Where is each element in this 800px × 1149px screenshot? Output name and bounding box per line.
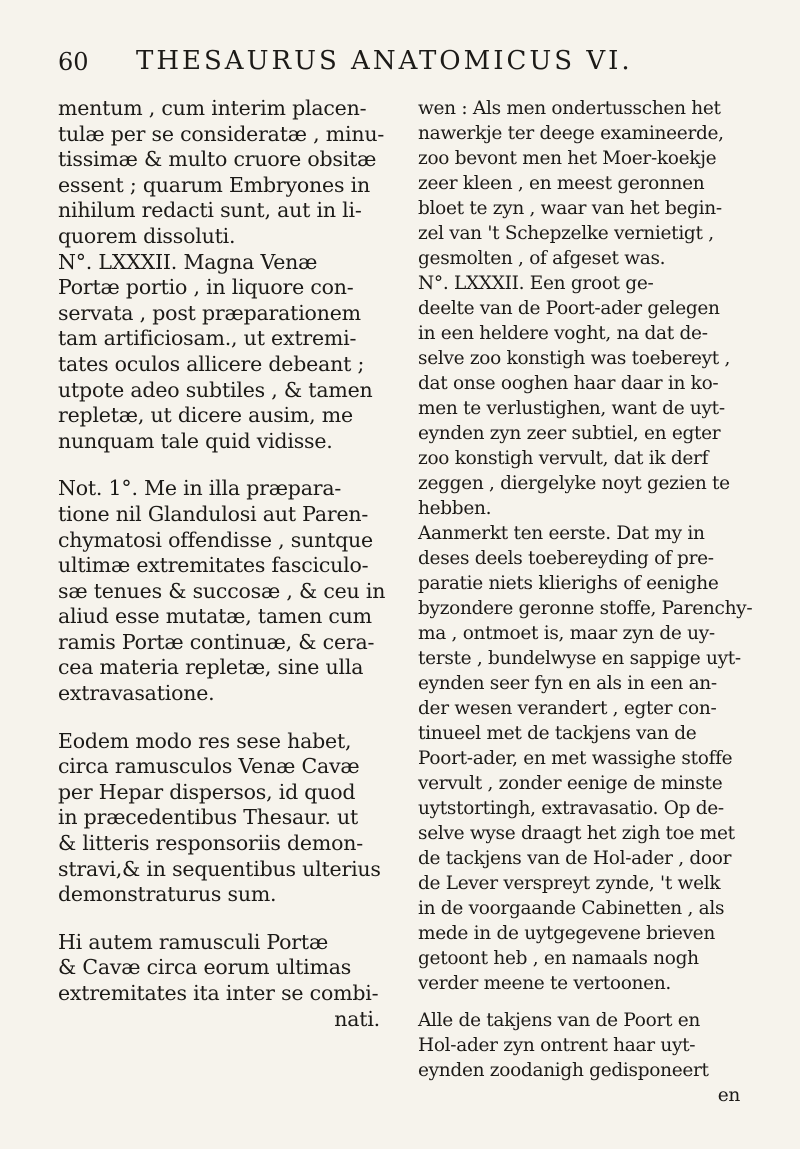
text-line: ramis Portæ continuæ, & cera- <box>58 629 375 654</box>
text-line: in een heldere voght, na dat de- <box>418 323 708 344</box>
text-line: hebben. <box>418 498 492 519</box>
text-line: paratie niets klierighs of eenighe <box>418 573 719 594</box>
page-number: 60 <box>58 48 89 76</box>
text-line: stravi,& in sequentibus ulterius <box>58 856 381 881</box>
text-line: terste , bundelwyse en sappige uyt- <box>418 648 741 669</box>
text-line: nawerkje ter deege examineerde, <box>418 123 724 144</box>
text-line: extremitates ita inter se combi- <box>58 981 379 1005</box>
text-line: deelte van de Poort-ader gelegen <box>418 298 720 319</box>
paragraph-gap <box>418 996 748 1008</box>
paragraph-gap <box>58 707 388 729</box>
page-header <box>58 44 758 84</box>
text-line: dat onse ooghen haar daar in ko- <box>418 373 719 394</box>
text-line: N°. LXXXII. Een groot ge- <box>418 273 654 294</box>
text-line: circa ramusculos Venæ Cavæ <box>58 754 360 779</box>
latin-paragraph <box>58 476 388 706</box>
text-line: tissimæ & multo cruore obsitæ <box>58 147 377 172</box>
text-line: sæ tenues & succosæ , & ceu in <box>58 578 386 603</box>
text-line: tione nil Glandulosi aut Paren- <box>58 501 369 526</box>
text-line: deses deels toebereyding of pre- <box>418 548 714 569</box>
text-line: in præcedentibus Thesaur. ut <box>58 805 359 830</box>
dutch-paragraph <box>418 1008 748 1108</box>
text-line: verder meene te vertoonen. <box>418 973 672 994</box>
text-line: ma , ontmoet is, maar zyn de uy- <box>418 623 715 644</box>
latin-paragraph <box>58 729 388 908</box>
text-line: extravasatione. <box>58 681 215 706</box>
text-line: selve wyse draagt het zigh toe met <box>418 823 735 844</box>
running-title: THESAURUS ANATOMICUS VI. <box>136 46 633 76</box>
text-line: quorem dissoluti. <box>58 223 236 248</box>
text-line: nunquam tale quid vidisse. <box>58 428 333 453</box>
dutch-paragraph <box>418 521 753 996</box>
text-line: demonstraturus sum. <box>58 882 277 907</box>
paragraph-gap <box>58 454 388 476</box>
text-line: ultimæ extremitates fasciculo- <box>58 553 369 578</box>
catchword: nati. <box>334 1006 380 1031</box>
text-line: eynden zyn zeer subtiel, en egter <box>418 423 721 444</box>
text-line: de Lever verspreyt zynde, 't welk <box>418 873 721 894</box>
latin-paragraph <box>58 96 388 454</box>
text-line: wen : Als men ondertusschen het <box>418 98 721 119</box>
text-line: mentum , cum interim placen- <box>58 96 367 120</box>
text-line: in de voorgaande Cabinetten , als <box>418 898 725 919</box>
text-line: Eodem modo res sese habet, <box>58 728 352 753</box>
dutch-column <box>418 96 753 1108</box>
text-line: mede in de uytgegevene brieven <box>418 923 715 944</box>
text-line: uytstortingh, extravasatio. Op de- <box>418 798 724 819</box>
text-line: selve zoo konstigh was toebereyt , <box>418 348 731 369</box>
text-line: repletæ, ut dicere ausim, me <box>58 403 353 428</box>
catchword: en <box>717 1085 740 1106</box>
text-line: essent ; quarum Embryones in <box>58 172 370 197</box>
text-line: zoo bevont men het Moer-koekje <box>418 148 717 169</box>
text-line: Hi autem ramusculi Portæ <box>58 929 329 954</box>
text-line: aliud esse mutatæ, tamen cum <box>58 604 372 629</box>
text-line: Portæ portio , in liquore con- <box>58 275 354 300</box>
text-line: eynden zoodanigh gedisponeert <box>418 1060 709 1081</box>
text-line: vervult , zonder eenige de minste <box>418 773 723 794</box>
text-line: byzondere geronne stoffe, Parenchy- <box>418 598 753 619</box>
latin-paragraph <box>58 930 388 1032</box>
text-line: cea materia repletæ, sine ulla <box>58 655 364 680</box>
text-line: tulæ per se consideratæ , minu- <box>58 121 385 146</box>
text-line: Aanmerkt ten eerste. Dat my in <box>418 523 705 544</box>
text-line: de tackjens van de Hol-ader , door <box>418 848 732 869</box>
text-line: tam artificiosam., ut extremi- <box>58 326 357 351</box>
text-line: tinueel met de tackjens van de <box>418 723 697 744</box>
text-line: & litteris responsoriis demon- <box>58 831 363 856</box>
text-line: getoont heb , en namaals nogh <box>418 948 699 969</box>
latin-column <box>58 96 388 1032</box>
text-line: gesmolten , of afgeset was. <box>418 248 666 269</box>
text-line: tates oculos allicere debeant ; <box>58 351 365 376</box>
text-line: & Cavæ circa eorum ultimas <box>58 955 352 980</box>
dutch-paragraph <box>418 96 748 521</box>
text-line: Poort-ader, en met wassighe stoffe <box>418 748 733 769</box>
text-line: men te verlustighen, want de uyt- <box>418 398 725 419</box>
text-line: der wesen verandert , egter con- <box>418 698 717 719</box>
text-line: Not. 1°. Me in illa præpara- <box>58 476 342 501</box>
text-line: zeer kleen , en meest geronnen <box>418 173 705 194</box>
text-line: N°. LXXXII. Magna Venæ <box>58 249 318 274</box>
text-line: Alle de takjens van de Poort en <box>418 1010 700 1031</box>
text-line: zel van 't Schepzelke vernietigt , <box>418 223 714 244</box>
text-line: zeggen , diergelyke noyt gezien te <box>418 473 730 494</box>
text-line: nihilum redacti sunt, aut in li- <box>58 198 362 223</box>
text-line: per Hepar dispersos, id quod <box>58 779 356 804</box>
text-line: utpote adeo subtiles , & tamen <box>58 377 373 402</box>
paragraph-gap <box>58 908 388 930</box>
text-line: zoo konstigh vervult, dat ik derf <box>418 448 709 469</box>
text-line: servata , post præparationem <box>58 300 361 325</box>
text-line: Hol-ader zyn ontrent haar uyt- <box>418 1035 696 1056</box>
text-line: eynden seer fyn en als in een an- <box>418 673 717 694</box>
text-line: bloet te zyn , waar van het begin- <box>418 198 722 219</box>
text-line: chymatosi offendisse , suntque <box>58 527 373 552</box>
